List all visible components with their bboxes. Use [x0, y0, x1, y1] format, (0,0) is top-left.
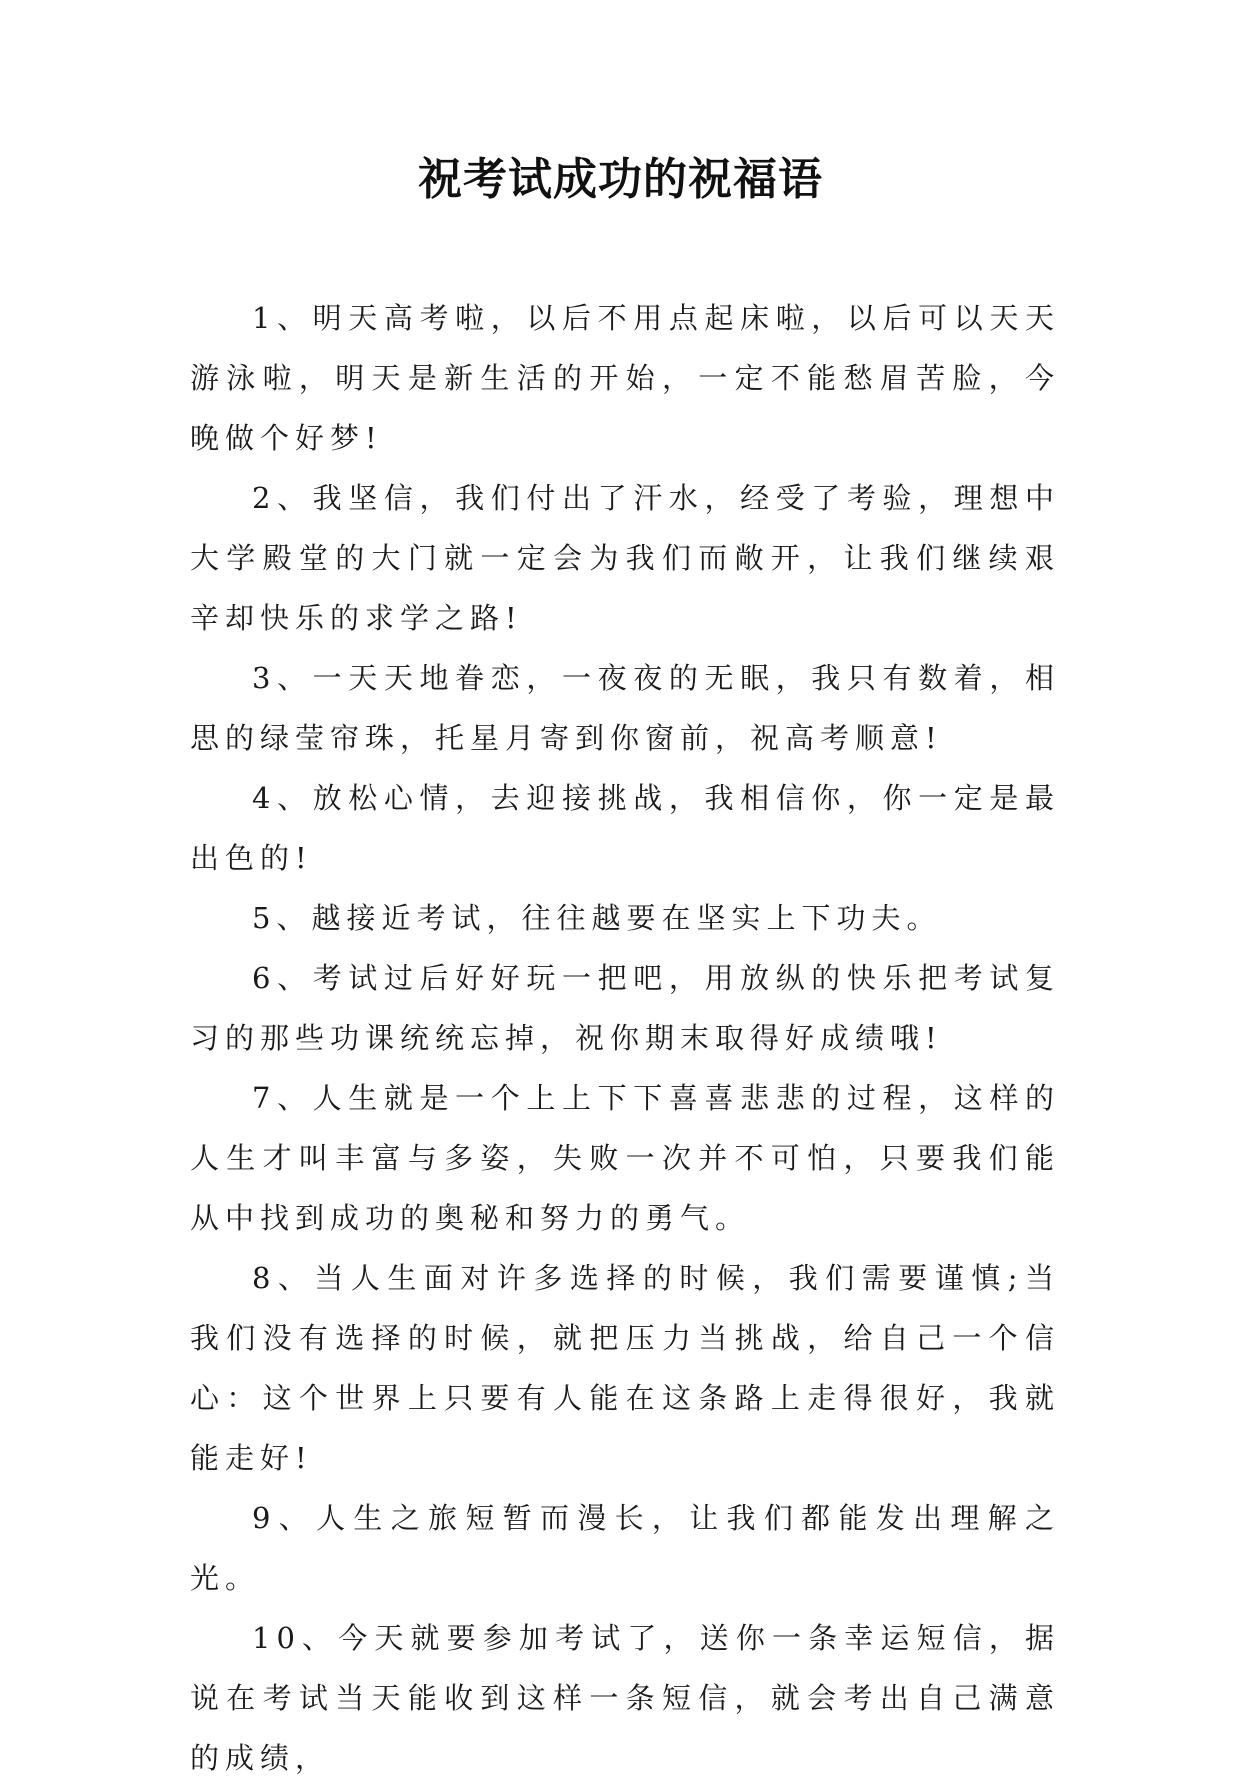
paragraph-3: 3、一天天地眷恋，一夜夜的无眠，我只有数着，相思的绿莹帘珠，托星月寄到你窗前，祝高考顺意! [190, 661, 1060, 755]
paragraph-8: 8、当人生面对许多选择的时候，我们需要谨慎;当我们没有选择的时候，就把压力当挑战，给自己一个信心：这个世界上只要有人能在这条路上走得很好，我就能走好! [190, 1261, 1060, 1475]
paragraph-4: 4、放松心情，去迎接挑战，我相信你，你一定是最出色的! [190, 781, 1060, 875]
paragraph-2: 2、我坚信，我们付出了汗水，经受了考验，理想中大学殿堂的大门就一定会为我们而敞开，让我们继续艰辛却快乐的求学之路! [190, 481, 1060, 635]
paragraph-7: 7、人生就是一个上上下下喜喜悲悲的过程，这样的人生才叫丰富与多姿，失败一次并不可怕，只要我们能从中找到成功的奥秘和努力的勇气。 [190, 1081, 1060, 1235]
paragraph-9: 9、人生之旅短暂而漫长，让我们都能发出理解之光。 [190, 1501, 1060, 1595]
paragraph-5: 5、越接近考试，往往越要在坚实上下功夫。 [252, 901, 942, 935]
paragraph-1: 1、明天高考啦，以后不用点起床啦，以后可以天天游泳啦，明天是新生活的开始，一定不能愁眉苦脸，今晚做个好梦! [190, 301, 1060, 455]
document-body [190, 288, 1060, 1788]
paragraph-6: 6、考试过后好好玩一把吧，用放纵的快乐把考试复习的那些功课统统忘掉，祝你期末取得好成绩哦! [190, 961, 1060, 1055]
document-title: 祝考试成功的祝福语 [418, 154, 823, 205]
paragraph-10: 10、今天就要参加考试了，送你一条幸运短信，据说在考试当天能收到这样一条短信，就会考出自己满意的成绩， [190, 1621, 1060, 1775]
